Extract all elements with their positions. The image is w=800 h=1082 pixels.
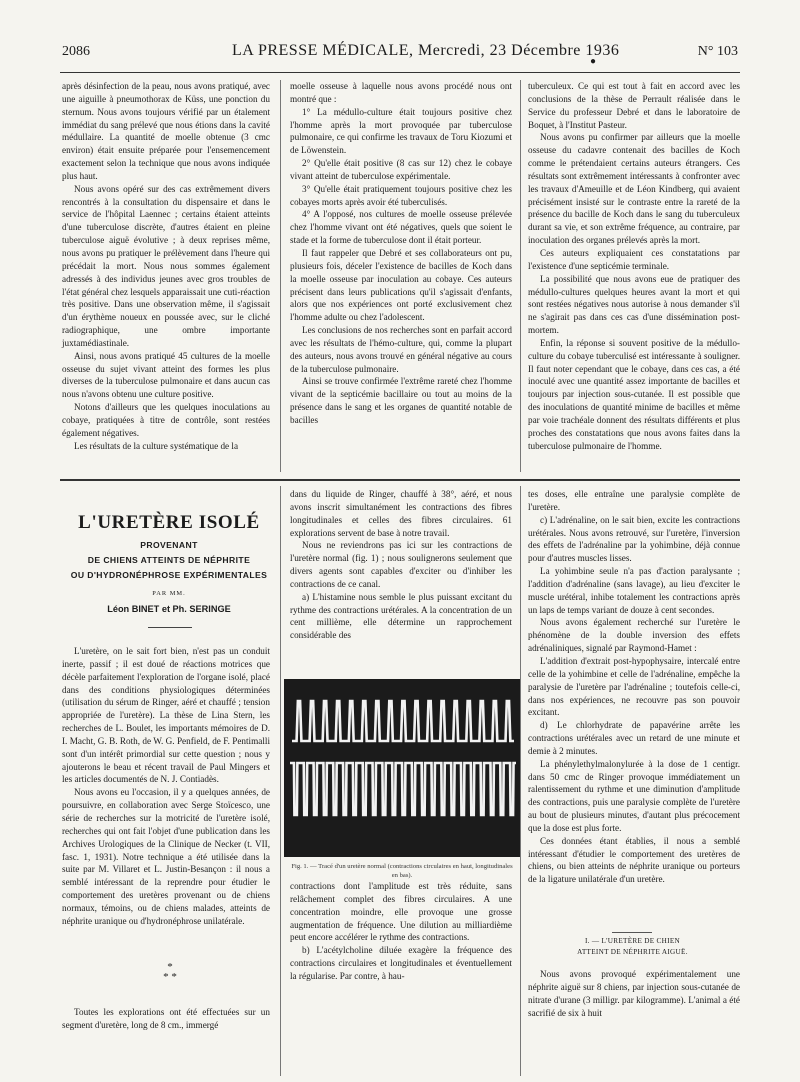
column-divider <box>280 80 281 472</box>
section-heading-rule <box>612 932 652 933</box>
paragraph: 3° Qu'elle était pratiquement toujours positive chez les cobayes morts après avoir été tuberculisés. <box>290 183 512 207</box>
paragraph: tuberculeux. Ce qui est tout à fait en accord avec les conclusions de la thèse de Perrault réalisée dans le Service du professeur Debré et dans le laboratoire de Boquet, à l'Institut Pasteur. <box>528 81 740 130</box>
figure-1-trace <box>284 679 520 857</box>
top-column-2 <box>290 80 512 427</box>
running-header <box>62 44 738 70</box>
paragraph: d) Le chlorhydrate de papavérine arrête les contractions urétérales avec un retard de une minute et demie à 2 minutes. <box>528 720 740 756</box>
paragraph: Ces auteurs expliquaient ces constatations par l'existence d'une septicémie terminale. <box>528 247 740 271</box>
paragraph: Nous avons provoqué expérimentalement une néphrite aiguë sur 8 chiens, par injection sous-cutanée de nitrate d'urane (3 milligr. par kilogramme). L'animal a été sacrifié de six à huit <box>528 969 740 1018</box>
paragraph: Toutes les explorations ont été effectuées sur un segment d'uretère, long de 8 cm., immergé <box>62 1007 270 1030</box>
section-heading-line-2: ATTEINT DE NÉPHRITE AIGUË. <box>577 948 688 956</box>
paragraph: Il faut rappeler que Debré et ses collaborateurs ont pu, plusieurs fois, déceler l'existence de bacilles de Koch dans la moelle osseuse par inoculation au cobaye. Ces auteurs précisent dans leurs publications qu'il s'agissait d'enfants, alors que nos expériences ont porté exclusivement chez l'homme adulte ou chez l'adolescent. <box>290 247 512 323</box>
paragraph: Ces données étant établies, il nous a semblé intéressant d'étudier le comportement des uretères de chiens, ou bien atteints de néphrite uranique ou porteurs de la ligature unilatérale d'un uretère. <box>528 835 740 885</box>
paragraph: Nous avons eu l'occasion, il y a quelques années, de poursuivre, en collaboration avec Serge Stoïcesco, une série de recherches sur la motricité de l'uretère isolé, recherches qui ont fait l'objet d'une publication dans les Archives Urologiques de la Clinique de Necker (t. VII, fasc. 1, 1931). Notre technique a été utilisée dans la suite par M. Villaret et L. Justin-Besançon : il nous a semblé intéressant de la reprendre pour étudier le comportement des uretères provenant ou de chiens normaux, témoins, ou de chiens malades, atteints de néphrite uranique ou d'hydronéphrose unilatérale. <box>62 787 270 926</box>
paragraph: Les résultats de la culture systématique de la <box>74 440 239 451</box>
paragraph: 1° La médullo-culture était toujours positive chez l'homme après la mort provoquée par tuberculose pulmonaire, ce qui confirme les travaux de Toru Kiozumi et de Löwenstein. <box>290 106 512 156</box>
paragraph: L'addition d'extrait post-hypophysaire, intercalé entre celle de la yohimbine et celle de l'adrénaline, empêche la paralysie de l'uretère par l'adrénaline ; toutefois celle-ci, dans nos expériences, ne recouvre pas son pouvoir excitant. <box>528 655 740 718</box>
paragraph: Nous avons opéré sur des cas extrêmement divers rencontrés à la consultation du dispensaire et dans le service de l'hôpital Laennec ; certains étaient atteints d'une tuberculose discrète, d'autres étaient en pleine tuberculose aiguë évolutive ; à deux reprises même, nous avons pu pratiquer le prélèvement dans l'heure qui précédait la mort. Nous nous sommes également adressés à des individus jeunes avec gros troubles de l'état général chez lesquels apparaissait une cuti-réaction très positive. Dans une observation même, il s'agissait d'un érythème noueux en poussée avec, sur le cliché radiographique, une ombre importante juxtamédiastinale. <box>62 183 270 348</box>
article-subtitle-3: OU D'HYDRONÉPHROSE EXPÉRIMENTALES <box>70 570 268 580</box>
article-subtitle-2: DE CHIENS ATTEINTS DE NÉPHRITE <box>87 555 251 565</box>
journal-title: LA PRESSE MÉDICALE, Mercredi, 23 Décembre 1936 <box>232 42 620 59</box>
paragraph: a) L'histamine nous semble le plus puissant excitant du rythme des contractions urétérales. A la concentration de un cent millième, elle détermine un rapprochement considérable des <box>290 591 512 641</box>
paragraph: La yohimbine seule n'a pas d'action paralysante ; l'addition d'adrénaline (sans lavage), au lieu d'exciter le muscle urétéral, inhibe totalement les contractions après un laps de temps variant de douze à cent secondes. <box>528 566 740 615</box>
paragraph: tes doses, elle entraîne une paralysie complète de l'uretère. <box>528 489 740 512</box>
article-subtitle-1: PROVENANT <box>140 540 198 550</box>
article-column-3-end <box>528 968 740 1019</box>
paragraph: Ainsi se trouve confirmée l'extrême rareté chez l'homme vivant de la septicémie bacillaire ou tout au moins de la présence dans le sang et les organes de quantité notable de bacilles <box>290 376 512 425</box>
article-authors: Léon BINET et Ph. SERINGE <box>107 604 231 614</box>
paragraph: La possibilité que nous avons eue de pratiquer des médullo-cultures quelques heures avant la mort et qui sont restées négatives nous autorise à nous demander s'il ne s'agirait pas dans ces cas d'une dissémination post-mortem. <box>528 273 740 336</box>
column-divider <box>520 80 521 472</box>
paragraph: Ainsi, nous avons pratiqué 45 cultures de la moelle osseuse du sujet vivant atteint des formes les plus diverses de la tuberculose pulmonaire et dans aucun cas nous n'avons obtenu une culture positive. <box>62 350 270 400</box>
title-rule <box>148 627 192 628</box>
paragraph: 4° A l'opposé, nos cultures de moelle osseuse prélevée chez l'homme vivant ont été négatives, quels que soient le stade et la forme de tuberculose dont il était porteur. <box>290 209 512 246</box>
article-column-2-cont <box>290 880 512 983</box>
paragraph: dans du liquide de Ringer, chauffé à 38°, aéré, et nous avons inscrit simultanément les contractions des fibres longitudinales et celles des fibres circulaires. 61 explorations servent de base à notre travail. <box>290 489 512 538</box>
print-dot: ● <box>590 56 597 67</box>
issue-number: N° 103 <box>697 44 738 59</box>
section-rule <box>60 479 740 481</box>
article-column-1 <box>62 645 270 928</box>
paragraph: L'uretère, on le sait fort bien, n'est pas un conduit inerte, passif ; il est doué de réactions motrices que décèle parfaitement l'exploration de l'organe isolé, placé dans des conditions physiologiques déterminées (utilisation du sérum de Ringer, aéré et chauffé ; tension appropriée de l'uretère). La thèse de Lina Stern, les recherches de L. Boulet, les importants mémoires de D. I. Macht, G. B. Roth, de W. G. Penfield, de F. Pentimalli sont d'un intérêt primordial sur cette question ; nous y ajouterons le beau et récent travail de Paul Mingers et les articles documentés de N. J. Contiadès. <box>62 646 270 785</box>
paragraph: contractions dont l'amplitude est très réduite, sans relâchement complet des fibres circulaires. A une concentration moindre, elle provoque une grosse augmentation de fréquence. Une dilution au milliardième peut encore accélérer le rythme des contractions. <box>290 881 512 943</box>
paragraph: c) L'adrénaline, on le sait bien, excite les contractions urétérales. Nous avons retrouvé, sur l'uretère, l'inversion des effets de l'adrénaline par la yohimbine, déjà connue pour d'autres muscles lisses. <box>528 514 740 564</box>
article-column-1-end <box>62 1006 270 1032</box>
paragraph: Nous avons également recherché sur l'uretère le phénomène de la double inversion des effets adrénaliniques, signalé par Raymond-Hamet : <box>528 617 740 654</box>
article-column-3 <box>528 488 740 886</box>
section-heading <box>526 936 739 958</box>
column-divider <box>280 486 281 1076</box>
figure-caption: Fig. 1. — Tracé d'un uretère normal (contractions circulaires en haut, longitudinales en bas). <box>291 863 513 879</box>
trace-graphic <box>284 679 520 857</box>
page-number: 2086 <box>62 44 90 59</box>
paragraph: Notons d'ailleurs que les quelques inoculations au cobaye, pratiquées à titre de contrôle, sont restées également négatives. <box>62 402 270 438</box>
paragraph: Nous ne reviendrons pas ici sur les contractions de l'uretère normal (fig. 1) ; nous soulignerons seulement que divers agents sont capables d'exciter ou d'inhiber les contractions de ce canal. <box>290 540 512 589</box>
paragraph: 2° Qu'elle était positive (8 cas sur 12) chez le cobaye vivant atteint de tuberculose expérimentale. <box>290 158 512 181</box>
paragraph: moelle osseuse à laquelle nous avons procédé nous ont montré que : <box>290 81 512 104</box>
article-title: L'URETÈRE ISOLÉ <box>78 512 260 533</box>
paragraph: Nous avons pu confirmer par ailleurs que la moelle osseuse du cadavre contenait des bacilles de Koch comme le prétendaient certains auteurs étrangers. Ces résultats sont extrêmement intéressants à confronter avec les travaux d'Ameuille et de Léon Kindberg, qui avaient précisément insisté sur le contraste entre la rareté de la présence du bacille de Koch dans le sang du tuberculeux durant sa vie, et son extrême fréquence, au contraire, par inoculation des organes prélevés après la mort. <box>528 132 740 246</box>
column-divider <box>520 486 521 1076</box>
paragraph: La phénylethylmalonylurée à la dose de 1 centigr. dans 50 cmc de Ringer provoque immédiatement un ralentissement du rythme et une diminution d'amplitude des contractions, puis une paralysie complète de l'uretère au bout de plusieurs minutes, d'autant plus précocement que la dose est plus forte. <box>528 758 740 833</box>
authors-prefix: PAR MM. <box>152 590 186 597</box>
paragraph: après désinfection de la peau, nous avons pratiqué, avec une aiguille à pneumothorax de Küss, une ponction du sternum. Nous avons toujours vérifié par un étalement immédiat du sang prélevé que nous étions dans la cavité médullaire. La quantité de moelle obtenue (3 cmc environ) était ensuite préparée pour l'ensemencement exactement selon la technique que nous avons indiquée plus haut. <box>62 81 270 181</box>
header-rule <box>60 72 740 73</box>
paragraph: b) L'acétylcholine diluée exagère la fréquence des contractions circulaires et longitudinales et éventuellement la régularise. Par contre, à hau- <box>290 945 512 981</box>
top-column-3 <box>528 80 740 452</box>
top-column-1 <box>62 80 270 452</box>
article-column-2 <box>290 488 512 642</box>
paragraph: Enfin, la réponse si souvent positive de la médullo-culture du cobaye tuberculisé est intéressante à souligner. Il faut noter cependant que le cobaye, dans ces cas, a été inoculé avec une quantité assez importante de bacilles et toujours par injection sous-cutanée. Il est possible que des inoculations de quantité minime de bacilles et même par voie trachéale donnent des résultats différents et plus proches des constatations que nous avons faites dans la tuberculose pulmonaire de l'homme. <box>528 337 740 451</box>
section-stars: * * * <box>163 961 177 983</box>
section-heading-line-1: I. — L'URETÈRE DE CHIEN <box>584 937 681 945</box>
paragraph: Les conclusions de nos recherches sont en parfait accord avec les résultats de l'hémo-culture, qui, comme la plupart des auteurs, nous avons trouvé en général négative au cours de la tuberculose pulmonaire. <box>290 325 512 374</box>
